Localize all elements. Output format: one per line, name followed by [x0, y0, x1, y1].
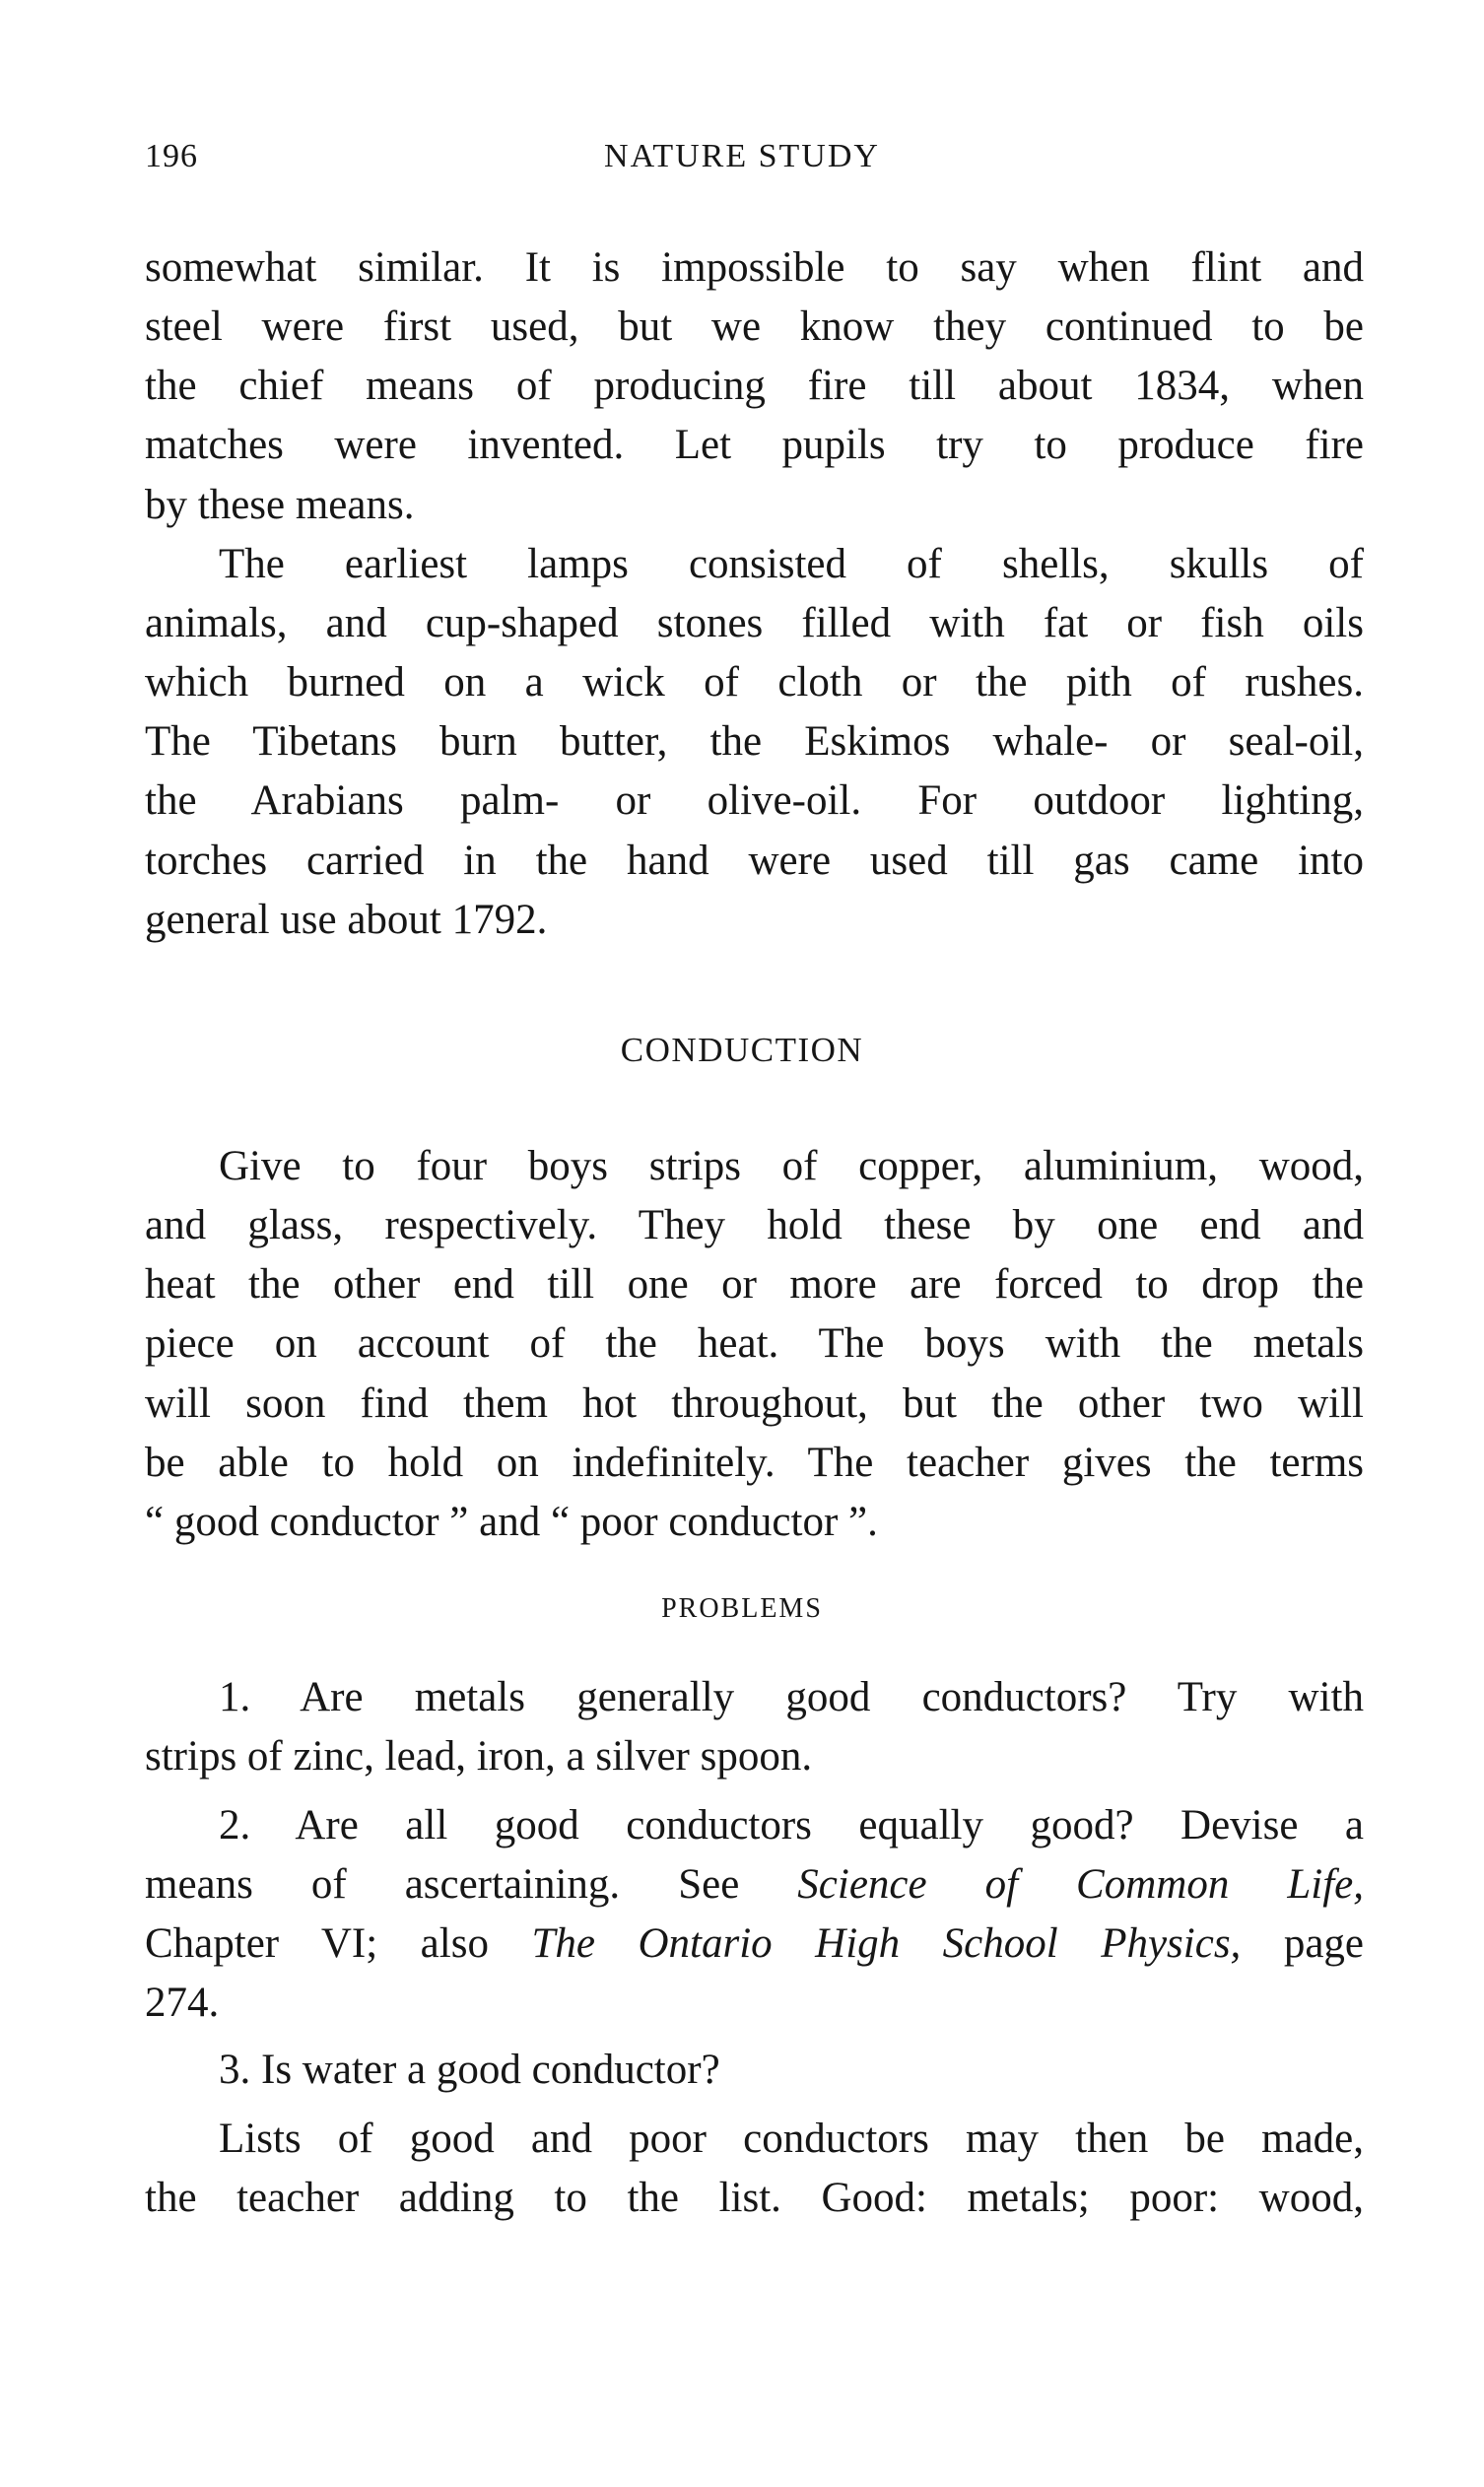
- text-line: [145, 1855, 1364, 1915]
- text-line: [145, 1255, 1364, 1314]
- italic-title: Science of Common Life,: [797, 1860, 1364, 1908]
- text-span: “ good conductor ” and “ poor conductor ”.: [145, 1498, 878, 1545]
- text-line: [145, 1434, 1364, 1493]
- text-line: [219, 2110, 1364, 2169]
- text-span: steel were first used, but we know they continued to be: [145, 303, 1364, 351]
- text-span: animals, and cup-shaped stones filled with fat or fish oils: [145, 599, 1364, 646]
- text-line: [145, 594, 1364, 653]
- text-span: matches were invented. Let pupils try to produce fire: [145, 422, 1364, 469]
- text-span: Chapter VI; also: [145, 1920, 532, 1968]
- text-line: [219, 1668, 1364, 1727]
- text-span: and glass, respectively. They hold these by one end and: [145, 1202, 1364, 1249]
- running-title: NATURE STUDY: [604, 138, 880, 174]
- text-span: the Arabians palm- or olive-oil. For outdoor lighting,: [145, 777, 1364, 825]
- text-span: 274.: [145, 1980, 220, 2027]
- text-line: [219, 535, 1364, 594]
- text-line: [145, 1375, 1364, 1434]
- text-span: 3. Is water a good conductor?: [219, 2046, 720, 2093]
- text-line: [145, 832, 1364, 891]
- italic-title: The Ontario High School Physics,: [531, 1920, 1242, 1968]
- text-span: will soon find them hot throughout, but the other two will: [145, 1379, 1364, 1427]
- text-span: general use about 1792.: [145, 896, 548, 943]
- text-line: [145, 298, 1364, 357]
- text-span: torches carried in the hand were used till gas came into: [145, 837, 1364, 884]
- text-line: [145, 416, 1364, 475]
- text-line: [145, 357, 1364, 416]
- text-line: [145, 772, 1364, 831]
- text-span: heat the other end till one or more are forced to drop the: [145, 1261, 1364, 1309]
- text-line: [145, 1314, 1364, 1374]
- text-line: [145, 891, 1364, 950]
- text-span: the teacher adding to the list. Good: metals; poor: wood,: [145, 2175, 1364, 2222]
- text-span: The earliest lamps consisted of shells, skulls of: [219, 540, 1364, 587]
- text-span: Give to four boys strips of copper, aluminium, wood,: [219, 1143, 1364, 1189]
- text-span: page: [1241, 1920, 1364, 1968]
- section-heading: CONDUCTION: [620, 1031, 864, 1069]
- text-line: [145, 1915, 1364, 1974]
- text-line: [219, 1796, 1364, 1855]
- text-span: 2. Are all good conductors equally good? Devise a: [219, 1801, 1364, 1848]
- text-line: [145, 1493, 1364, 1552]
- text-span: by these means.: [145, 481, 415, 528]
- text-span: somewhat similar. It is impossible to say when flint and: [145, 244, 1364, 291]
- text-line: [145, 1196, 1364, 1255]
- text-line: [145, 238, 1364, 298]
- text-span: The Tibetans burn butter, the Eskimos whale- or seal-oil,: [145, 718, 1364, 766]
- text-span: piece on account of the heat. The boys with the metals: [145, 1320, 1364, 1368]
- text-span: Lists of good and poor conductors may then be made,: [219, 2116, 1364, 2163]
- text-span: the chief means of producing fire till about 1834, when: [145, 363, 1364, 410]
- text-line: [145, 653, 1364, 712]
- page-number: 196: [145, 138, 198, 174]
- text-line: [145, 1727, 1364, 1786]
- text-line: [219, 1137, 1364, 1196]
- text-span: be able to hold on indefinitely. The teacher gives the terms: [145, 1439, 1364, 1486]
- text-span: 1. Are metals generally good conductors? Try with: [219, 1674, 1364, 1721]
- text-span: strips of zinc, lead, iron, a silver spoon.: [145, 1733, 813, 1781]
- text-line: [145, 712, 1364, 772]
- text-line: [219, 2041, 1364, 2100]
- text-line: [145, 1974, 1364, 2033]
- text-line: [145, 2169, 1364, 2228]
- subsection-heading: PROBLEMS: [661, 1593, 823, 1625]
- text-line: [145, 476, 1364, 535]
- text-span: means of ascertaining. See: [145, 1860, 798, 1908]
- text-span: which burned on a wick of cloth or the pith of rushes.: [145, 659, 1364, 706]
